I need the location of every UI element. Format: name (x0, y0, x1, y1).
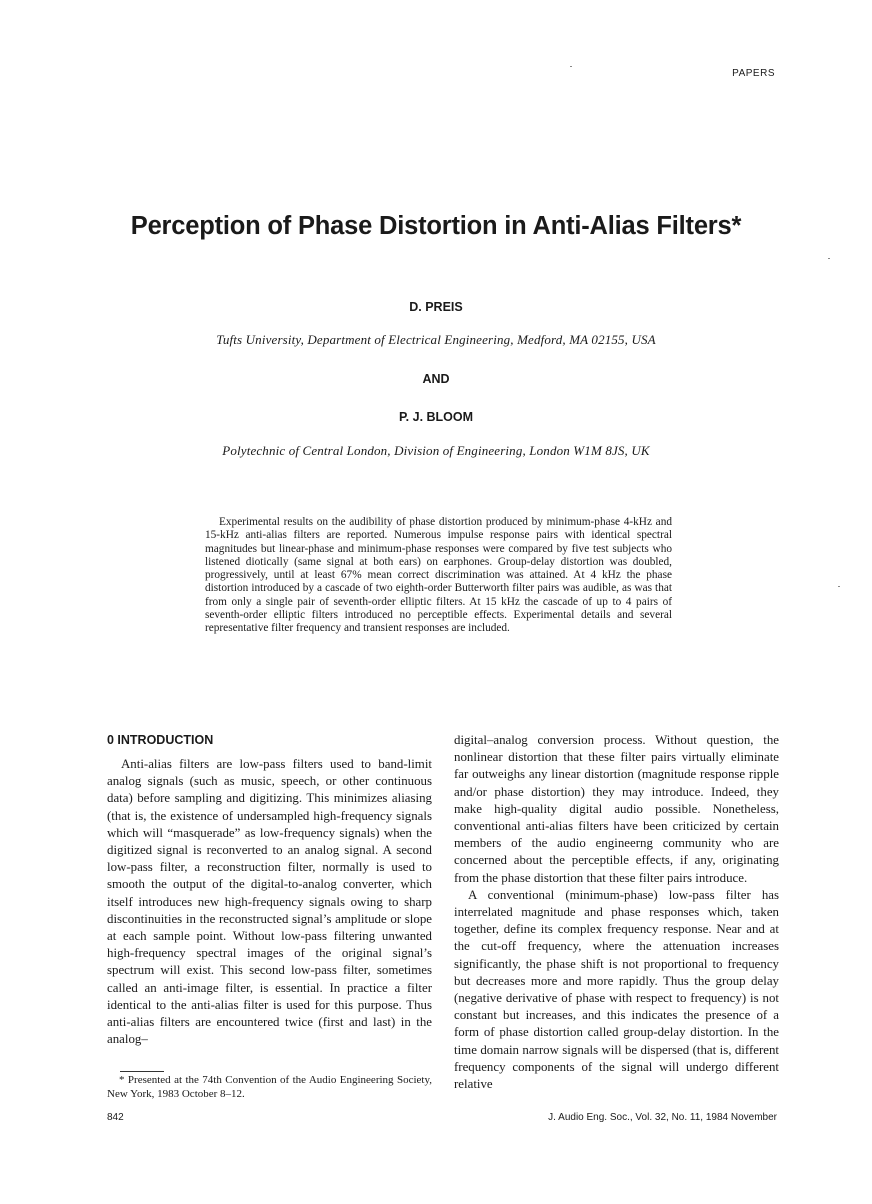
paragraph: Anti-alias filters are low-pass filters used to band-limit analog signals (such as music, speech, or other continuous data) before sampling and digitizing. This minimizes aliasing (that is, the existence of undersampled high-frequency signals which will “masquerade” as low-frequency signals) when the digitized signal is reconverted to an analog signal. A second low-pass filter, a reconstruction filter, normally is used to smooth the output of the digital-to-analog converter, which itself introduces new high-frequency signals owing to sharp discontinuities in the reconstructed signal’s amplitude or slope at each sample point. Without low-pass filtering unwanted high-frequency spectral images of the original signal’s spectrum will exist. This second low-pass filter, sometimes called an anti-image filter, is essential. In practice a filter identical to the anti-alias filter is used for this purpose. Thus anti-alias filters are encountered twice (first and last) in the analog– (107, 757, 432, 1047)
paragraph: A conventional (minimum-phase) low-pass filter has interrelated magnitude and phase responses which, taken together, define its complex frequency response. Near and at the cut-off frequency, where the attenuation increases significantly, the phase shift is not proportional to frequency but decreases more and more rapidly. Thus the group delay (negative derivative of phase with respect to frequency) is not constant but increases, and this indicates the presence of a form of phase distortion called group-delay distortion. In the time domain narrow signals will be dispersed (that is, different frequency components of the signal will undergo different relative (454, 887, 779, 1092)
footnote: * Presented at the 74th Convention of the Audio Engineering Society, New York, 1983 October 8–12. (107, 1074, 432, 1100)
affiliation-1: Tufts University, Department of Electrical Engineering, Medford, MA 02155, USA (216, 332, 656, 347)
affiliation-2: Polytechnic of Central London, Division of Engineering, London W1M 8JS, UK (222, 443, 650, 458)
body-column-right (454, 732, 779, 1093)
journal-citation: J. Audio Eng. Soc., Vol. 32, No. 11, 1984 November (548, 1112, 777, 1123)
page-number: 842 (107, 1112, 124, 1123)
scan-speck (828, 258, 830, 259)
scan-speck (570, 66, 572, 67)
author-conjunction: AND (422, 372, 450, 386)
footnote-divider (120, 1071, 164, 1072)
abstract: Experimental results on the audibility of phase distortion produced by minimum-phase 4-kHz and 15-kHz anti-alias filters are reported. Numerous impulse response pairs with identical spectral magnitudes but linear-phase and minimum-phase responses were compared by five test subjects who listened diotically (same signal at both ears) on earphones. Group-delay distortion was doubled, progressively, until at least 67% mean correct discrimination was attained. At 4 kHz the phase distortion introduced by a cascade of two eighth-order Butterworth filter pairs was audible, as was that from only a single pair of seventh-order elliptic filters. At 15 kHz the cascade of up to 4 pairs of seventh-order elliptic filters introduced no perceptible effects. Experimental details and several representative filter frequency and transient responses are included. (205, 516, 672, 635)
running-header: PAPERS (732, 68, 775, 79)
author-2: P. J. BLOOM (398, 410, 474, 424)
paper-title: Perception of Phase Distortion in Anti-Alias Filters* (130, 212, 742, 240)
paragraph: digital–analog conversion process. Without question, the nonlinear distortion that these filter pairs virtually eliminate far outweighs any linear distortion (magnitude response ripple and/or phase distortion) they may introduce. Indeed, they make high-quality digital audio possible. Nonetheless, conventional anti-alias filters have been criticized by certain members of the audio engineerng community who are concerned about the perceptible effects, if any, originating from the phase distortion that these filter pairs introduce. (454, 733, 779, 885)
scan-speck (838, 586, 840, 587)
section-heading: 0 INTRODUCTION (107, 733, 214, 747)
body-column-left (107, 756, 432, 1048)
author-1: D. PREIS (409, 300, 463, 314)
